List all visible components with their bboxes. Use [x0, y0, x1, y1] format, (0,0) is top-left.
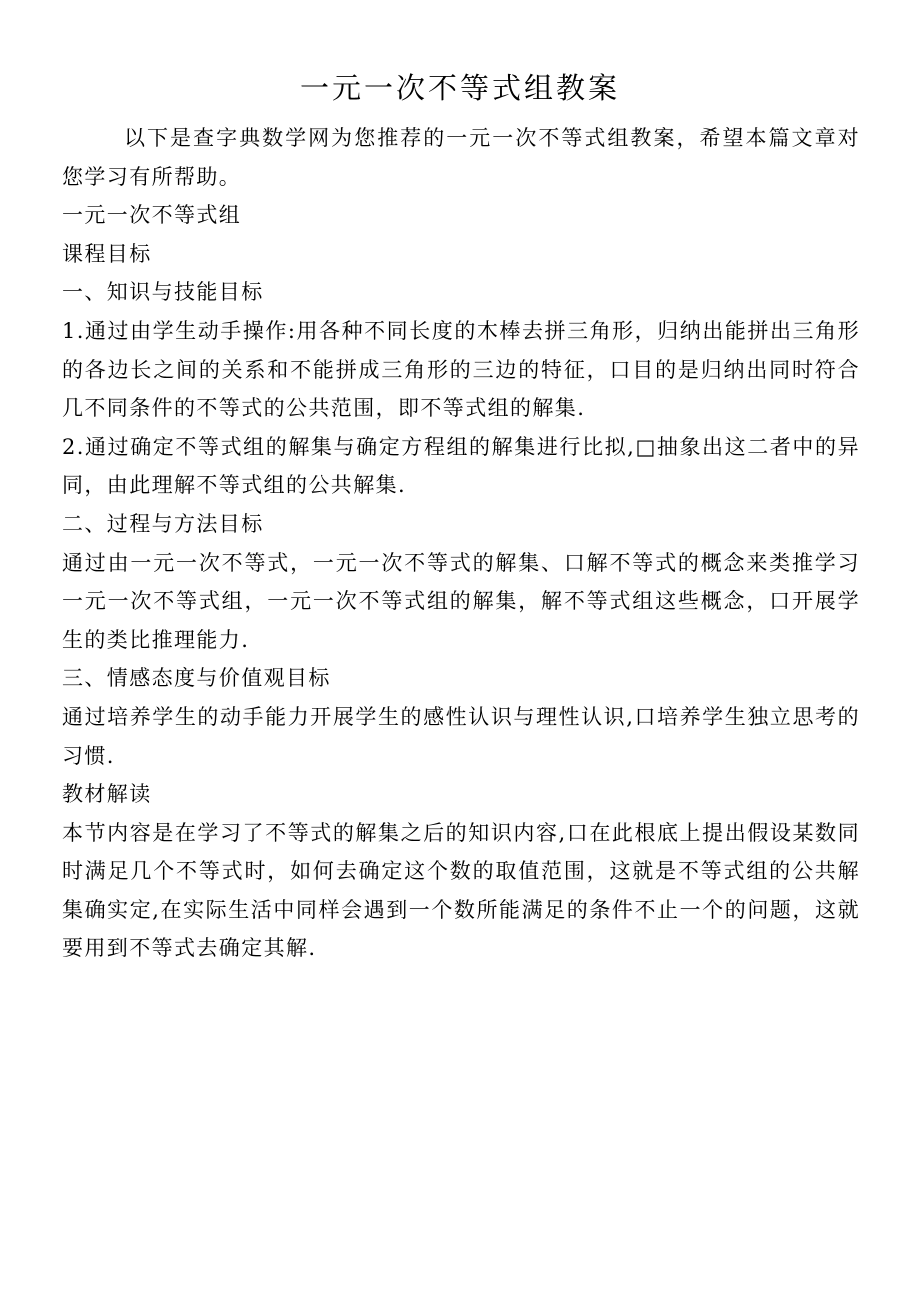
section-heading-course-goals: 课程目标	[62, 241, 152, 266]
section-heading-textbook-reading: 教材解读	[62, 782, 152, 807]
process-method-paragraph: 通过由一元一次不等式，一元一次不等式的解集、口解不等式的概念来类推学习一元一次不等式组，一元一次不等式组的解集，解不等式组这些概念，口开展学生的类比推理能力.	[62, 550, 860, 652]
intro-paragraph: 以下是查字典数学网为您推荐的一元一次不等式组教案，希望本篇文章对您学习有所帮助。	[62, 126, 860, 189]
section-heading-emotion-values: 三、情感态度与价值观目标	[62, 666, 331, 691]
document-title: 一元一次不等式组教案	[299, 71, 620, 105]
goal-item-2: 2.通过确定不等式组的解集与确定方程组的解集进行比拟,□抽象出这二者中的异同，由此理解不等式组的公共解集.	[62, 434, 860, 498]
goal-item-1: 1.通过由学生动手操作:用各种不同长度的木棒去拼三角形，归纳出能拼出三角形的各边长之间的关系和不能拼成三角形的三边的特征，口目的是归纳出同时符合几不同条件的不等式的公共范围，即不等式组的解集.	[62, 318, 860, 421]
section-heading-topic: 一元一次不等式组	[62, 203, 242, 228]
section-heading-process-method: 二、过程与方法目标	[62, 511, 264, 536]
textbook-reading-paragraph: 本节内容是在学习了不等式的解集之后的知识内容,口在此根底上提出假设某数同时满足几个不等式时，如何去确定这个数的取值范围，这就是不等式组的公共解集确实定,在实际生活中同样会遇到一个数所能满足的条件不止一个的问题，这就要用到不等式去确定其解.	[62, 820, 860, 961]
section-heading-knowledge-skills: 一、知识与技能目标	[62, 280, 264, 305]
document-body	[62, 119, 860, 968]
emotion-values-paragraph: 通过培养学生的动手能力开展学生的感性认识与理性认识,口培养学生独立思考的习惯.	[62, 704, 860, 768]
